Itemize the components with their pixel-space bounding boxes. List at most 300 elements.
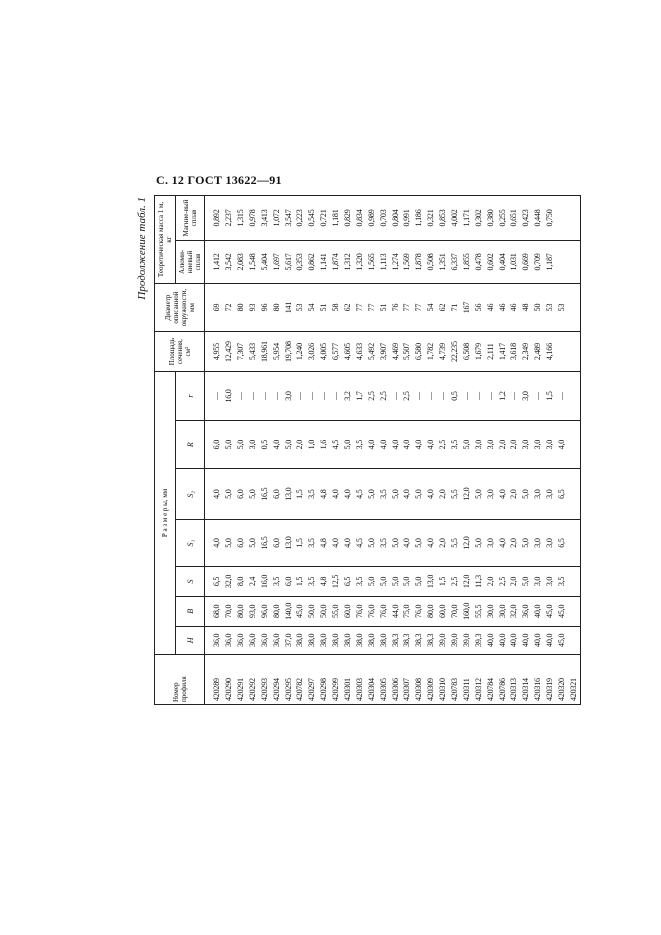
table-cell: 4,005 xyxy=(318,332,330,372)
table-cell: 4,955 xyxy=(205,332,223,372)
table-cell: 3,0 xyxy=(473,420,485,468)
table-cell: 50,0 xyxy=(318,596,330,626)
table-cell: 1,5 xyxy=(544,372,556,421)
table-row xyxy=(449,196,461,705)
table-cell: 4,0 xyxy=(205,520,223,567)
table-cell: 1,113 xyxy=(378,240,390,283)
col-B: B xyxy=(176,596,205,626)
table-cell: 3,547 xyxy=(283,196,295,241)
table-cell: 3,618 xyxy=(509,332,521,372)
table-cell: 51 xyxy=(378,283,390,331)
table-cell: 1,782 xyxy=(425,332,437,372)
table-cell: 2,5 xyxy=(401,372,413,421)
table-cell: 5,0 xyxy=(520,567,532,597)
table-body xyxy=(205,196,581,705)
table-cell: 4,002 xyxy=(449,196,461,241)
table-cell: 4,0 xyxy=(342,520,354,567)
table-cell: 75,0 xyxy=(401,596,413,626)
table-cell: 38,3 xyxy=(401,626,413,654)
table-cell: 3,0 xyxy=(544,520,556,567)
table-cell: 4,5 xyxy=(354,520,366,567)
table-row xyxy=(556,196,568,705)
table-cell: 62 xyxy=(342,283,354,331)
table-cell: 36,0 xyxy=(247,626,259,654)
table-cell: 39,0 xyxy=(461,626,473,654)
table-cell xyxy=(568,626,580,654)
table-row xyxy=(318,196,330,705)
table-cell: 0,991 xyxy=(401,196,413,241)
table-cell: 0,804 xyxy=(390,196,402,241)
table-row xyxy=(437,196,449,705)
table-cell: 3,5 xyxy=(306,520,318,567)
table-cell: 0,302 xyxy=(473,196,485,241)
table-cell: 93,0 xyxy=(247,596,259,626)
table-cell: — xyxy=(271,372,283,421)
table-cell: 420294 xyxy=(271,654,283,704)
col-dimensions: Р а з м е р ы, мм xyxy=(155,372,176,655)
table-cell: 53 xyxy=(544,283,556,331)
table-cell: 45,0 xyxy=(294,596,306,626)
table-cell: 160,0 xyxy=(461,596,473,626)
table-cell: 72 xyxy=(223,283,235,331)
table-cell: 39,0 xyxy=(449,626,461,654)
table-cell: 13,0 xyxy=(283,520,295,567)
table-cell: 76,0 xyxy=(366,596,378,626)
table-row xyxy=(235,196,247,705)
table-cell: 1,412 xyxy=(205,240,223,283)
table-cell: 2,5 xyxy=(449,567,461,597)
table-cell: 5,0 xyxy=(473,520,485,567)
table-cell: 1,320 xyxy=(354,240,366,283)
table-cell: 4,0 xyxy=(366,420,378,468)
col-S1: S₁ xyxy=(176,520,205,567)
table-cell: 3,5 xyxy=(354,567,366,597)
table-cell: 60,0 xyxy=(342,596,354,626)
table-cell: 3,907 xyxy=(378,332,390,372)
table-cell: 40,0 xyxy=(532,626,544,654)
col-area: Площадь сечения, см² xyxy=(155,332,205,372)
table-row xyxy=(497,196,509,705)
table-cell: 420292 xyxy=(247,654,259,704)
table-cell: 2,4 xyxy=(247,567,259,597)
table-cell: 3,0 xyxy=(532,567,544,597)
table-cell: 1,878 xyxy=(413,240,425,283)
table-row xyxy=(461,196,473,705)
table-cell: 38,3 xyxy=(390,626,402,654)
table-cell: 4,0 xyxy=(330,520,342,567)
table-cell: 3,5 xyxy=(306,469,318,520)
table-cell: 420303 xyxy=(354,654,366,704)
table-cell: 5,0 xyxy=(413,567,425,597)
table-cell: 0,404 xyxy=(497,240,509,283)
table-cell: 5,404 xyxy=(259,240,271,283)
table-cell: 420290 xyxy=(223,654,235,704)
table-cell: 0,709 xyxy=(532,240,544,283)
table-cell: 71 xyxy=(449,283,461,331)
table-cell: 420786 xyxy=(497,654,509,704)
table-cell: 1,874 xyxy=(330,240,342,283)
table-cell: — xyxy=(259,372,271,421)
table-cell: 4,8 xyxy=(318,469,330,520)
table-cell: 6,5 xyxy=(342,567,354,597)
table-cell: 3,0 xyxy=(283,372,295,421)
table-cell: 0,721 xyxy=(318,196,330,241)
table-cell: 40,0 xyxy=(544,626,556,654)
profile-table xyxy=(154,195,581,705)
table-cell xyxy=(568,596,580,626)
table-cell: 1,565 xyxy=(366,240,378,283)
table-cell: 76 xyxy=(390,283,402,331)
table-cell: 1,187 xyxy=(544,240,556,283)
table-cell: 70,0 xyxy=(449,596,461,626)
table-cell: 420784 xyxy=(485,654,497,704)
table-cell: 0,5 xyxy=(449,372,461,421)
table-cell: 5,0 xyxy=(342,420,354,468)
table-row xyxy=(425,196,437,705)
table-cell: 6,577 xyxy=(330,332,342,372)
table-cell: 4,0 xyxy=(378,420,390,468)
table-cell: — xyxy=(205,372,223,421)
table-row xyxy=(390,196,402,705)
table-cell: 3,542 xyxy=(223,240,235,283)
table-cell: 2,111 xyxy=(485,332,497,372)
table-row xyxy=(294,196,306,705)
table-row xyxy=(568,196,580,705)
table-cell: 3,5 xyxy=(556,567,568,597)
table-cell: 76,0 xyxy=(413,596,425,626)
table-cell: 4,166 xyxy=(544,332,556,372)
table-cell: 3,0 xyxy=(520,372,532,421)
table-cell: 36,0 xyxy=(520,596,532,626)
table-cell: 420316 xyxy=(532,654,544,704)
table-cell: 4,0 xyxy=(390,420,402,468)
table-cell: 6,0 xyxy=(235,520,247,567)
table-cell: 6,0 xyxy=(205,420,223,468)
col-aluminum: Алюми-ниевый сплав xyxy=(176,240,205,283)
table-cell: 1,697 xyxy=(271,240,283,283)
table-cell: 0,423 xyxy=(520,196,532,241)
table-cell: 1,417 xyxy=(497,332,509,372)
table-cell: 2,0 xyxy=(509,469,521,520)
table-cell: 3,0 xyxy=(247,420,259,468)
table-cell: 13,0 xyxy=(425,567,437,597)
table-cell: 12,0 xyxy=(461,469,473,520)
table-cell: 0,602 xyxy=(485,240,497,283)
table-row xyxy=(413,196,425,705)
table-cell: 420312 xyxy=(473,654,485,704)
table-cell: 4,0 xyxy=(205,469,223,520)
table-cell: 2,0 xyxy=(497,420,509,468)
table-cell: 2,5 xyxy=(497,567,509,597)
table-cell: 77 xyxy=(413,283,425,331)
table-cell: 2,0 xyxy=(437,469,449,520)
table-cell: 0,989 xyxy=(366,196,378,241)
table-cell: 1,5 xyxy=(294,469,306,520)
table-cell: 1,6 xyxy=(318,420,330,468)
table-cell: 1,186 xyxy=(413,196,425,241)
table-cell: — xyxy=(294,372,306,421)
table-cell: 5,0 xyxy=(235,420,247,468)
table-cell: 1,548 xyxy=(247,240,259,283)
table-cell: 4,5 xyxy=(330,420,342,468)
table-cell: — xyxy=(532,372,544,421)
table-cell: 4,0 xyxy=(556,420,568,468)
table-row xyxy=(223,196,235,705)
table-cell: 4,0 xyxy=(413,420,425,468)
table-cell: 3,5 xyxy=(449,420,461,468)
col-diameter: Диаметр описанной окружности, мм xyxy=(155,283,205,331)
table-cell: 70,0 xyxy=(223,596,235,626)
table-cell: 76,0 xyxy=(378,596,390,626)
table-cell: 4,739 xyxy=(437,332,449,372)
table-row xyxy=(283,196,295,705)
table-cell: 96,0 xyxy=(259,596,271,626)
table-cell xyxy=(568,372,580,421)
table-cell: — xyxy=(485,372,497,421)
table-cell: 420307 xyxy=(401,654,413,704)
table-cell: 2,0 xyxy=(509,520,521,567)
table-cell: 5,0 xyxy=(390,469,402,520)
table-cell: 0,978 xyxy=(247,196,259,241)
table-cell: 40,0 xyxy=(497,626,509,654)
table-cell xyxy=(568,240,580,283)
table-cell: 6,0 xyxy=(235,469,247,520)
table-cell: 30,0 xyxy=(497,596,509,626)
table-cell: 3,5 xyxy=(378,469,390,520)
table-cell: 40,0 xyxy=(520,626,532,654)
table-cell: 58 xyxy=(330,283,342,331)
table-cell: 420291 xyxy=(235,654,247,704)
table-cell: 50 xyxy=(532,283,544,331)
table-cell: 1,315 xyxy=(235,196,247,241)
table-cell: 2,5 xyxy=(437,420,449,468)
table-cell: 5,0 xyxy=(366,469,378,520)
table-cell: 80 xyxy=(235,283,247,331)
table-cell: 12,0 xyxy=(461,567,473,597)
table-row xyxy=(330,196,342,705)
table-cell: 4,469 xyxy=(390,332,402,372)
table-row xyxy=(401,196,413,705)
table-cell: 141 xyxy=(283,283,295,331)
table-cell: 80,0 xyxy=(271,596,283,626)
table-cell: 0,545 xyxy=(306,196,318,241)
table-cell: 0,380 xyxy=(485,196,497,241)
table-cell xyxy=(568,283,580,331)
table-row xyxy=(532,196,544,705)
table-cell: 53 xyxy=(294,283,306,331)
table-cell: 44,0 xyxy=(390,596,402,626)
table-cell: 50,0 xyxy=(306,596,318,626)
table-cell: 0,255 xyxy=(497,196,509,241)
table-cell: 80,0 xyxy=(425,596,437,626)
table-row xyxy=(247,196,259,705)
table-cell: 0,448 xyxy=(532,196,544,241)
table-cell: 2,0 xyxy=(294,420,306,468)
table-cell: 420314 xyxy=(520,654,532,704)
table-cell: 77 xyxy=(366,283,378,331)
table-cell: 62 xyxy=(437,283,449,331)
table-cell: 38,0 xyxy=(306,626,318,654)
table-cell xyxy=(556,240,568,283)
table-cell: 2,083 xyxy=(235,240,247,283)
table-cell: 1,0 xyxy=(306,420,318,468)
table-cell: 4,0 xyxy=(497,469,509,520)
table-cell: 5,0 xyxy=(413,469,425,520)
table-cell: 46 xyxy=(497,283,509,331)
table-cell: 1,5 xyxy=(437,567,449,597)
table-cell: 1,5 xyxy=(294,567,306,597)
table-cell: 0,669 xyxy=(520,240,532,283)
table-cell: 4,0 xyxy=(425,520,437,567)
table-cell: 69 xyxy=(205,283,223,331)
table-cell: 76,0 xyxy=(354,596,366,626)
table-cell: 38,0 xyxy=(342,626,354,654)
table-cell: 420782 xyxy=(294,654,306,704)
table-cell: — xyxy=(556,372,568,421)
table-cell: — xyxy=(318,372,330,421)
table-cell: 6,0 xyxy=(283,567,295,597)
table-cell: 45,0 xyxy=(556,596,568,626)
table-cell: 420299 xyxy=(330,654,342,704)
table-cell: 36,0 xyxy=(235,626,247,654)
table-row xyxy=(509,196,521,705)
table-cell: 420320 xyxy=(556,654,568,704)
table-cell: 5,0 xyxy=(378,567,390,597)
table-cell: 1,072 xyxy=(271,196,283,241)
table-cell xyxy=(568,567,580,597)
table-cell: 77 xyxy=(401,283,413,331)
table-cell: 5,0 xyxy=(401,567,413,597)
table-cell: 4,5 xyxy=(354,469,366,520)
table-cell: 420319 xyxy=(544,654,556,704)
table-cell: 13,0 xyxy=(283,469,295,520)
table-cell: 1,569 xyxy=(401,240,413,283)
table-cell: 0,862 xyxy=(306,240,318,283)
table-cell: 46 xyxy=(509,283,521,331)
table-cell: 420310 xyxy=(437,654,449,704)
table-cell: 36,0 xyxy=(259,626,271,654)
table-cell: 40,0 xyxy=(509,626,521,654)
table-cell: 4,0 xyxy=(401,420,413,468)
table-cell: 3,2 xyxy=(342,372,354,421)
table-cell: 420293 xyxy=(259,654,271,704)
table-cell: 18,961 xyxy=(259,332,271,372)
table-cell: 5,0 xyxy=(247,469,259,520)
table-cell: 68,0 xyxy=(205,596,223,626)
table-cell: 3,0 xyxy=(485,420,497,468)
continuation-label: Продолжение табл. 1 xyxy=(136,197,148,300)
table-cell: — xyxy=(235,372,247,421)
col-S2: S₂ xyxy=(176,469,205,520)
table-cell: 5,954 xyxy=(271,332,283,372)
table-cell: 420295 xyxy=(283,654,295,704)
table-cell: 5,0 xyxy=(520,520,532,567)
table-cell: 5,617 xyxy=(283,240,295,283)
table-cell: 4,8 xyxy=(318,520,330,567)
table-cell: 2,0 xyxy=(485,567,497,597)
table-cell: 38,0 xyxy=(294,626,306,654)
table-cell: 4,0 xyxy=(497,520,509,567)
table-cell: 53 xyxy=(556,283,568,331)
table-cell: 30,0 xyxy=(485,596,497,626)
table-cell: 5,507 xyxy=(401,332,413,372)
table-cell: 16,5 xyxy=(259,469,271,520)
table-cell: 37,0 xyxy=(283,626,295,654)
table-cell: 3,5 xyxy=(354,420,366,468)
table-cell: 4,0 xyxy=(342,469,354,520)
table-cell: 5,0 xyxy=(283,420,295,468)
table-cell: 6,0 xyxy=(271,520,283,567)
table-cell: 11,3 xyxy=(473,567,485,597)
table-row xyxy=(473,196,485,705)
table-cell: 4,0 xyxy=(425,420,437,468)
table-cell: 5,492 xyxy=(366,332,378,372)
table-cell xyxy=(568,469,580,520)
table-cell: 420311 xyxy=(461,654,473,704)
table-row xyxy=(366,196,378,705)
table-cell: 16,0 xyxy=(259,567,271,597)
table-cell: — xyxy=(413,372,425,421)
table-cell: 55,5 xyxy=(473,596,485,626)
table-cell: 5,5 xyxy=(449,520,461,567)
table-cell: 3,0 xyxy=(544,420,556,468)
table-cell: 0,651 xyxy=(509,196,521,241)
table-cell: 1,141 xyxy=(318,240,330,283)
table-cell: 51 xyxy=(318,283,330,331)
table-cell: 5,0 xyxy=(366,520,378,567)
table-cell: 38,0 xyxy=(354,626,366,654)
table-cell: 420306 xyxy=(390,654,402,704)
table-cell: 0,223 xyxy=(294,196,306,241)
table-cell: 32,0 xyxy=(223,567,235,597)
table-cell: 5,0 xyxy=(223,420,235,468)
table-cell: 1,312 xyxy=(342,240,354,283)
table-cell: 1,2 xyxy=(497,372,509,421)
page-header: С. 12 ГОСТ 13622—91 xyxy=(156,173,282,187)
table-cell: 38,0 xyxy=(330,626,342,654)
table-cell: 6,5 xyxy=(205,567,223,597)
table-cell: 420321 xyxy=(568,654,580,704)
table-row xyxy=(378,196,390,705)
table-cell: 1,855 xyxy=(461,240,473,283)
table-cell: 2,5 xyxy=(378,372,390,421)
table-cell xyxy=(568,420,580,468)
table-cell: 54 xyxy=(306,283,318,331)
table-row xyxy=(271,196,283,705)
table-cell: 5,0 xyxy=(520,469,532,520)
table-cell: 0,750 xyxy=(544,196,556,241)
table-cell: 36,0 xyxy=(205,626,223,654)
table-cell: 2,237 xyxy=(223,196,235,241)
table-cell: 3,026 xyxy=(306,332,318,372)
table-cell: 0,353 xyxy=(294,240,306,283)
table-cell xyxy=(568,520,580,567)
col-H: H xyxy=(176,626,205,654)
table-cell: 6,508 xyxy=(461,332,473,372)
table-cell: 16,5 xyxy=(259,520,271,567)
table-cell: 5,0 xyxy=(461,420,473,468)
table-cell: 93 xyxy=(247,283,259,331)
table-cell: 0,829 xyxy=(342,196,354,241)
table-cell: 3,5 xyxy=(271,567,283,597)
table-cell: 5,0 xyxy=(366,567,378,597)
table-cell: 45,0 xyxy=(556,626,568,654)
table-cell: 420289 xyxy=(205,654,223,704)
table-cell: 420298 xyxy=(318,654,330,704)
table-cell: 6,5 xyxy=(556,520,568,567)
table-cell: — xyxy=(247,372,259,421)
table-cell: 39,0 xyxy=(437,626,449,654)
